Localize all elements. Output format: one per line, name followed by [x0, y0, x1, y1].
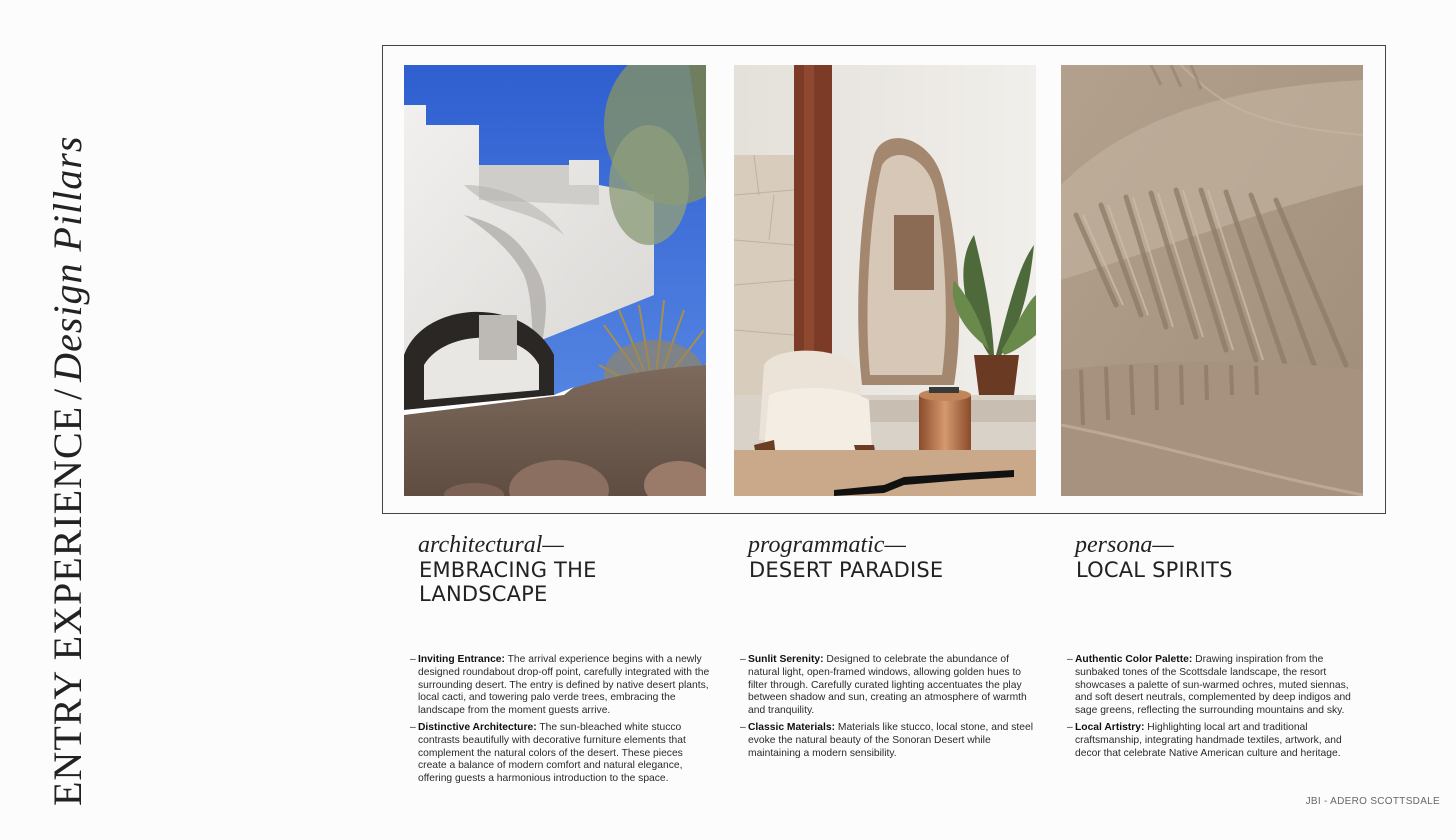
pillar-heading: LOCAL SPIRITS — [1076, 558, 1233, 582]
bullet-text: Drawing inspiration from the sunbaked tones of the Scottsdale landscape, the resort showcases a palette of sun-warmed ochres, muted siennas, and soft desert neutrals, complemented by deep indigos and sage greens, reflecting the surrounding mountains and sky. — [1075, 654, 1351, 717]
bullet-dash: – — [410, 721, 416, 733]
bullet-point — [410, 722, 710, 786]
desert-architecture-photo — [404, 65, 706, 496]
bullet-text: Materials like stucco, local stone, and steel evoke the natural beauty of the Sonoran Desert while maintaining a modern sensibility. — [748, 721, 1034, 759]
pillar-kicker: architectural— — [418, 532, 564, 558]
page-title-main: ENTRY EXPERIENCE — [45, 405, 90, 806]
pillar-heading: EMBRACING THE LANDSCAPE — [419, 558, 597, 606]
bullet-text: The arrival experience begins with a newly designed roundabout drop-off point, carefully integrated with the surrounding desert. The entry is defined by native desert plants, local cacti, and towering palo verde trees, embracing the landscape from the moment guests arrive. — [418, 654, 710, 717]
bullet-term: Inviting Entrance: — [418, 654, 505, 665]
page-title — [45, 135, 90, 806]
sand-relief-texture-photo — [1061, 65, 1363, 496]
bullet-point — [1067, 722, 1367, 760]
bullet-dash: – — [740, 721, 746, 733]
bullet-point — [410, 654, 710, 718]
pillar-architectural — [410, 532, 710, 790]
interior-lounge-photo — [734, 65, 1036, 496]
bullet-dash: – — [740, 654, 746, 665]
bullet-dash: – — [410, 654, 416, 665]
pillar-heading: DESERT PARADISE — [749, 558, 944, 582]
page-title-sub: Design Pillars — [45, 135, 90, 382]
bullet-point — [740, 722, 1040, 760]
bullet-text: Designed to celebrate the abundance of natural light, open-framed windows, allowing golden hues to filter through. Carefully curated lighting accentuates the play between shadow and sun, creating an atmosphere of warmth and tranquility. — [748, 654, 1027, 717]
bullet-dash: – — [1067, 721, 1073, 733]
bullet-point — [740, 654, 1040, 718]
page-title-separator: / — [45, 387, 90, 400]
pillar-points — [1067, 654, 1367, 760]
pillar-points — [740, 654, 1040, 760]
pillar-programmatic — [740, 532, 1040, 764]
pillar-kicker: persona— — [1075, 532, 1174, 558]
bullet-dash: – — [1067, 654, 1073, 665]
bullet-text: The sun-bleached white stucco contrasts beautifully with decorative furniture elements that complement the natural colors of the desert. These pieces create a balance of modern comfort and natural elegance, offering guests a harmonious introduction to the space. — [418, 721, 686, 785]
bullet-point — [1067, 654, 1367, 718]
bullet-term: Sunlit Serenity: — [748, 654, 824, 665]
pillar-kicker: programmatic— — [748, 532, 906, 558]
pillar-persona — [1067, 532, 1367, 764]
image-frame — [382, 45, 1386, 514]
bullet-text: Highlighting local art and traditional craftsmanship, integrating handmade textiles, artwork, and decor that celebrate Native American culture and heritage. — [1075, 721, 1342, 759]
bullet-term: Classic Materials: — [748, 721, 835, 733]
bullet-term: Local Artistry: — [1075, 721, 1145, 733]
bullet-term: Distinctive Architecture: — [418, 721, 537, 733]
footer-credit: JBI - ADERO SCOTTSDALE — [1305, 796, 1440, 807]
bullet-term: Authentic Color Palette: — [1075, 654, 1193, 665]
pillar-points — [410, 654, 710, 786]
